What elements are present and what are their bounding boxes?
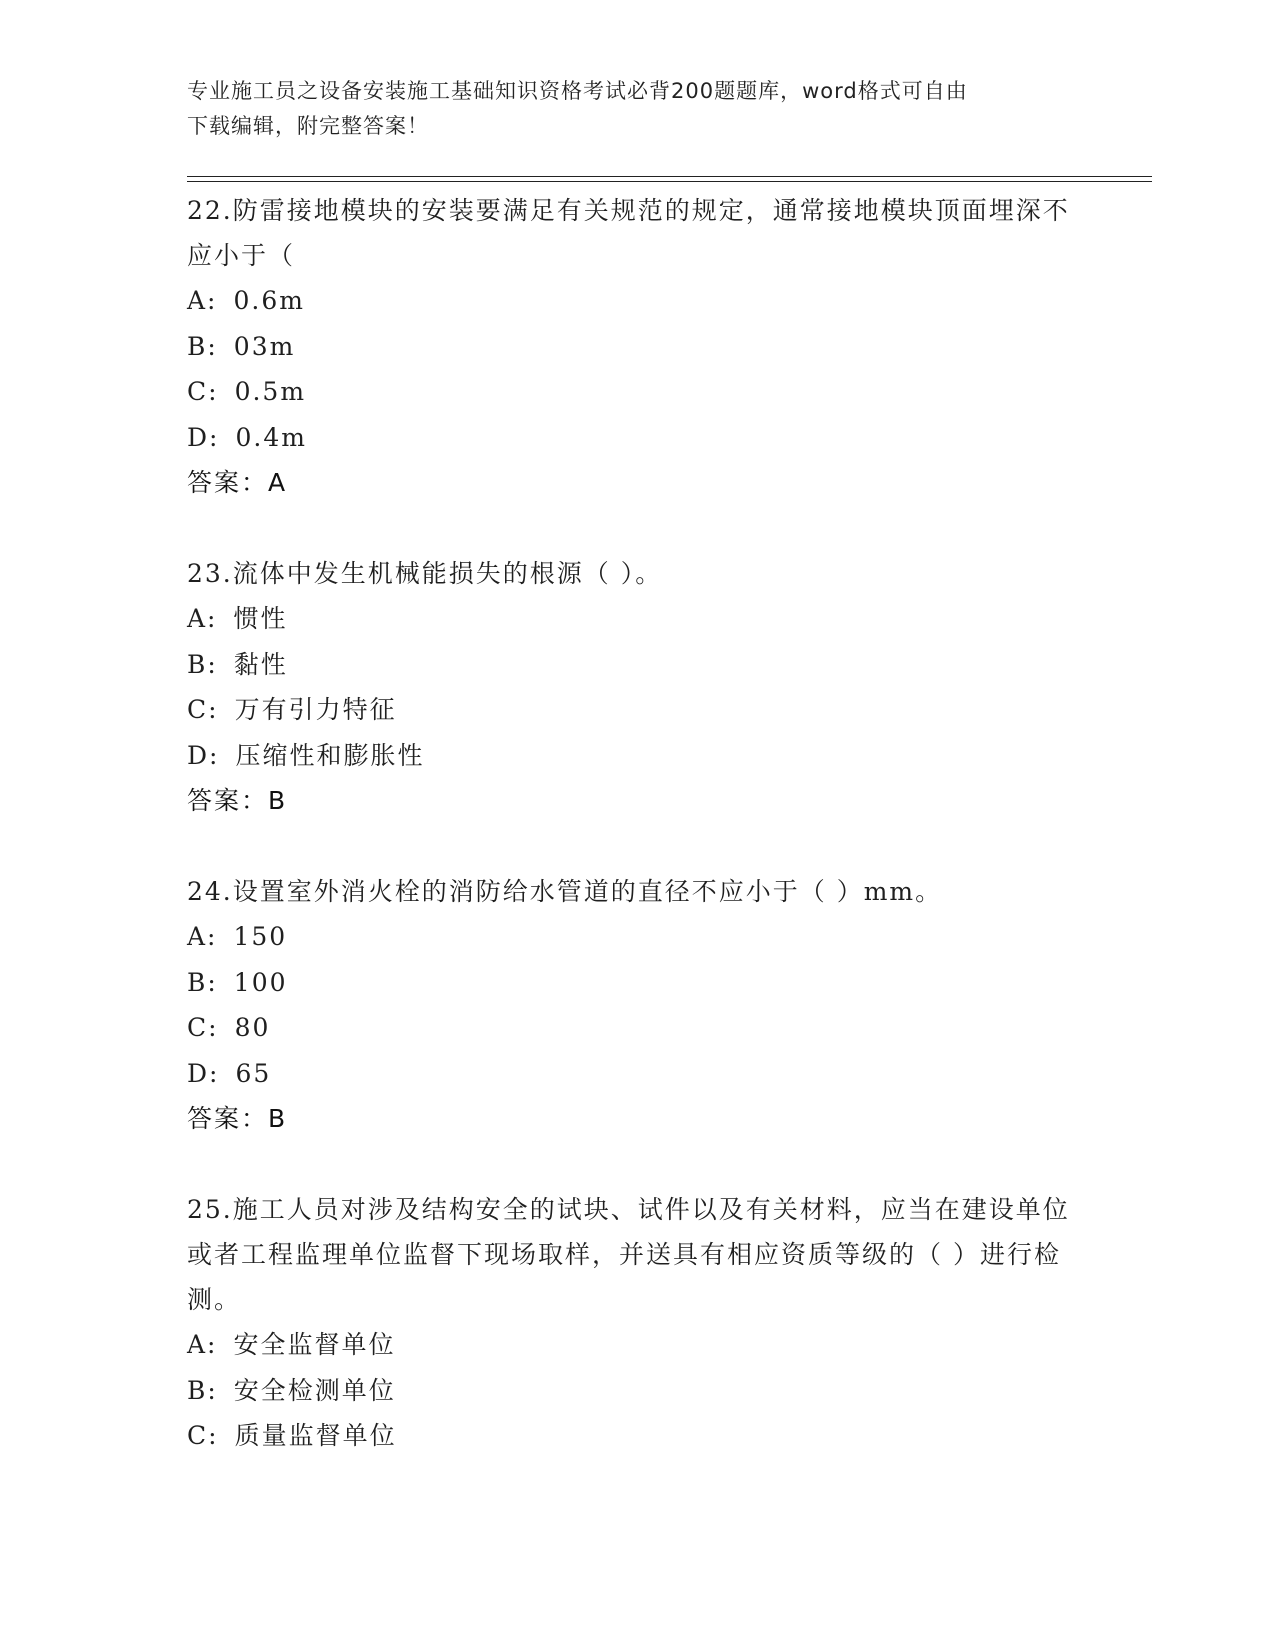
answer-line: 答案：B <box>187 1104 288 1133</box>
option-d <box>187 415 1087 461</box>
option-key: B: <box>187 1375 218 1405</box>
option-text: 0.6m <box>233 286 305 315</box>
option-key: D: <box>187 422 220 452</box>
option-a <box>187 596 1087 642</box>
option-text: 03m <box>233 331 296 361</box>
option-key: A: <box>187 1330 218 1359</box>
question-stem: 22.防雷接地模块的安装要满足有关规范的规定，通常接地模块顶面埋深不应小于（ <box>187 196 1070 270</box>
option-text: 安全检测单位 <box>233 1375 396 1405</box>
question-stem: 24.设置室外消火栓的消防给水管道的直径不应小于（ ）mm。 <box>187 877 943 906</box>
option-b <box>187 642 1087 688</box>
option-text: 150 <box>233 922 288 951</box>
option-text: 黏性 <box>233 649 288 679</box>
question-24 <box>187 869 1087 1141</box>
option-text: 100 <box>233 967 288 997</box>
question-23 <box>187 551 1087 823</box>
header-divider-bottom <box>187 181 1152 182</box>
option-b <box>187 960 1087 1006</box>
option-key: A: <box>187 922 218 951</box>
option-text: 质量监督单位 <box>234 1421 397 1450</box>
option-a <box>187 1322 1087 1368</box>
option-c <box>187 1413 1087 1459</box>
spacer <box>187 505 1087 551</box>
question-stem: 25.施工人员对涉及结构安全的试块、试件以及有关材料，应当在建设单位或者工程监理单位监督下现场取样，并送具有相应资质等级的（ ）进行检测。 <box>187 1195 1070 1314</box>
option-text: 安全监督单位 <box>233 1330 396 1359</box>
question-25 <box>187 1187 1087 1459</box>
option-key: C: <box>187 1421 219 1450</box>
option-key: D: <box>187 1058 220 1088</box>
option-key: B: <box>187 649 218 679</box>
option-text: 惯性 <box>233 604 288 633</box>
question-stem: 23.流体中发生机械能损失的根源（ ）。 <box>187 559 663 588</box>
option-b <box>187 1368 1087 1414</box>
option-c <box>187 369 1087 415</box>
option-text: 80 <box>234 1013 271 1042</box>
option-text: 压缩性和膨胀性 <box>235 740 425 770</box>
option-key: C: <box>187 695 219 724</box>
option-key: C: <box>187 377 219 406</box>
option-key: C: <box>187 1013 219 1042</box>
header-line-1: 专业施工员之设备安装施工基础知识资格考试必背200题题库，word格式可自由 <box>187 79 968 103</box>
option-c <box>187 687 1087 733</box>
answer-line: 答案：B <box>187 786 288 815</box>
option-key: A: <box>187 286 218 315</box>
option-key: B: <box>187 967 218 997</box>
spacer <box>187 1141 1087 1187</box>
option-text: 65 <box>235 1058 272 1088</box>
question-22 <box>187 188 1087 505</box>
answer-line: 答案：A <box>187 468 288 497</box>
option-a <box>187 278 1087 324</box>
option-key: B: <box>187 331 218 361</box>
header-line-2: 下载编辑，附完整答案！ <box>187 114 429 138</box>
option-d <box>187 733 1087 779</box>
spacer <box>187 823 1087 869</box>
option-text: 万有引力特征 <box>234 695 397 724</box>
option-text: 0.5m <box>234 377 307 406</box>
option-d <box>187 1051 1087 1097</box>
option-b <box>187 324 1087 370</box>
option-a <box>187 914 1087 960</box>
option-key: A: <box>187 604 218 633</box>
option-key: D: <box>187 740 220 770</box>
header-divider-top <box>187 176 1152 177</box>
question-list <box>187 188 1087 1459</box>
document-header <box>187 74 1087 144</box>
option-text: 0.4m <box>235 422 307 452</box>
option-c <box>187 1005 1087 1051</box>
